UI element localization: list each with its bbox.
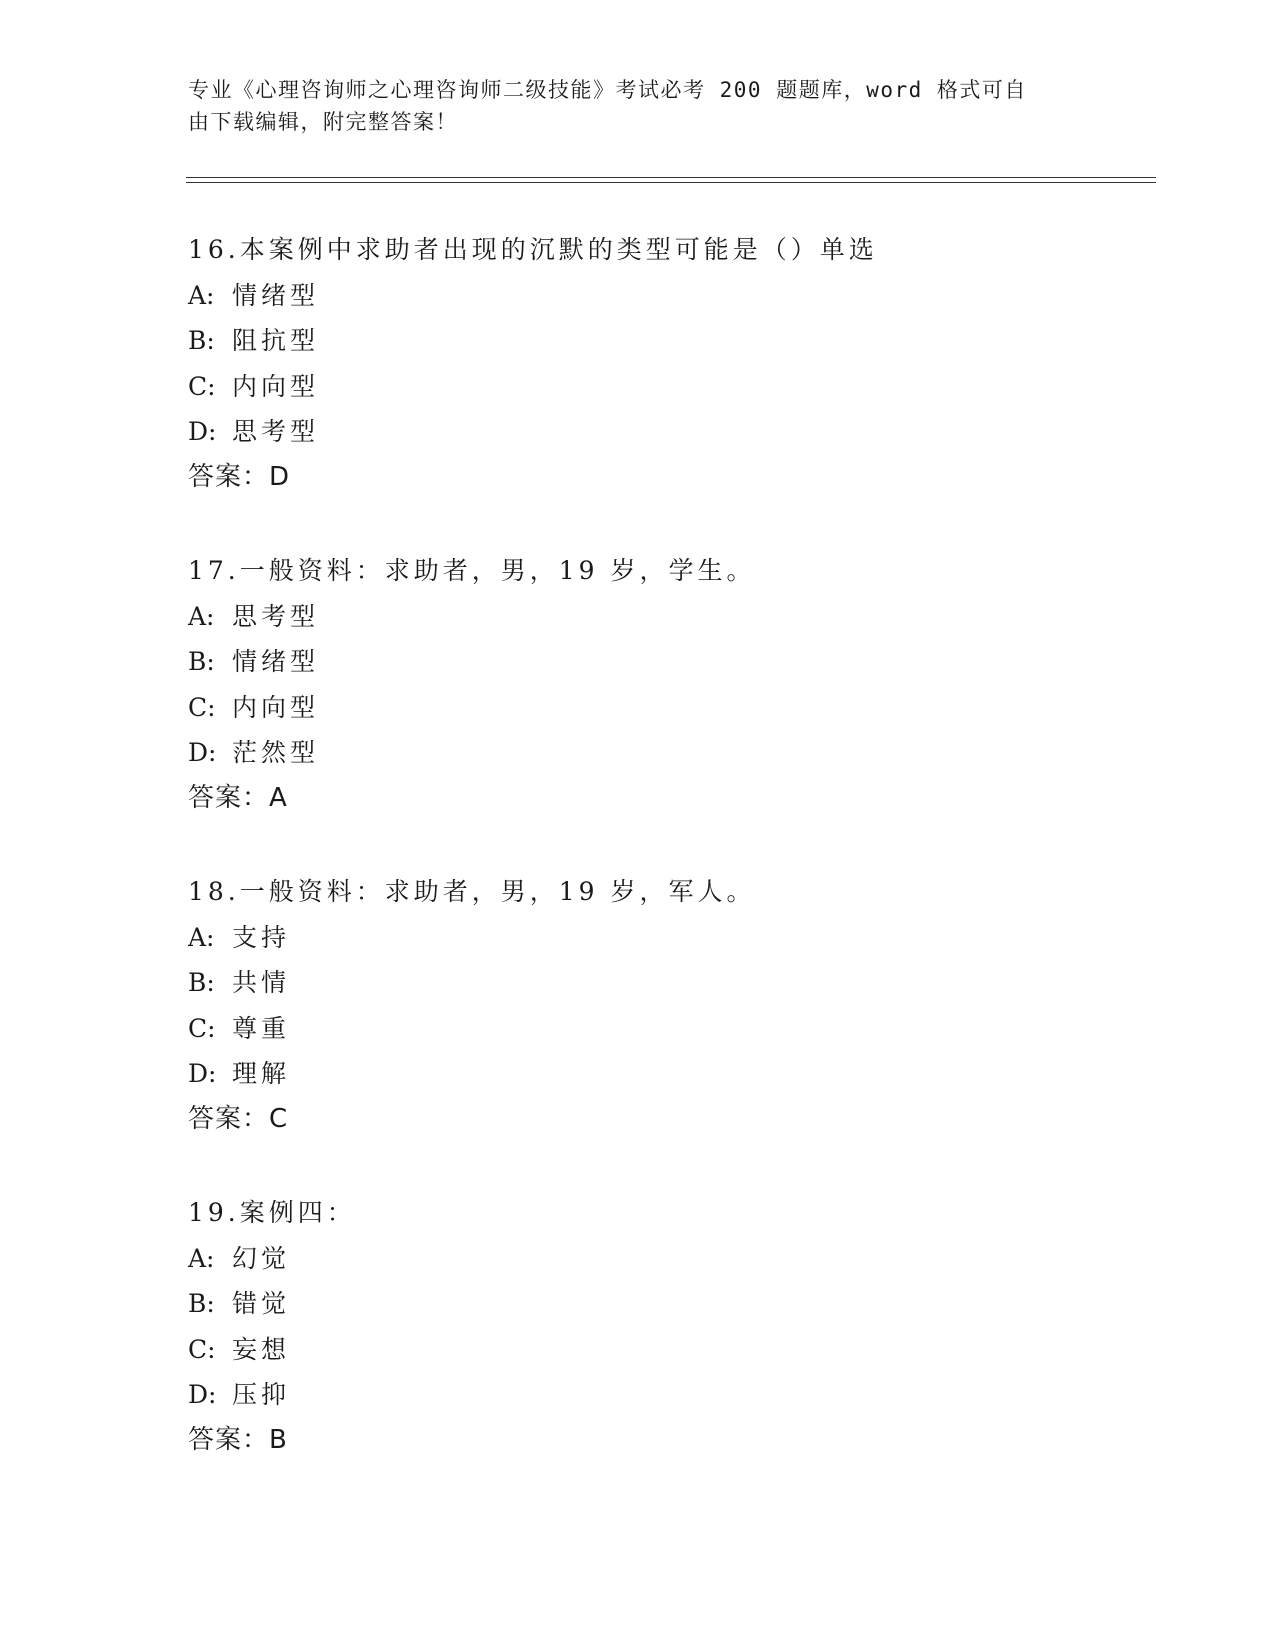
option-c (188, 364, 1088, 410)
header-line-1: 专业《心理咨询师之心理咨询师二级技能》考试必考 200 题题库，word 格式可自 (188, 78, 1027, 102)
option-a (188, 273, 1088, 319)
option-text: 内向型 (232, 692, 320, 722)
answer-line: 答案：A (188, 782, 288, 813)
option-letter: C: (188, 692, 216, 722)
option-c (188, 685, 1088, 731)
option-letter: A: (188, 280, 215, 310)
option-letter: A: (188, 922, 215, 952)
question-stem: 17.一般资料：求助者，男，19 岁，学生。 (188, 556, 756, 585)
option-letter: D: (188, 738, 217, 767)
document-header (188, 74, 1068, 138)
option-b (188, 639, 1088, 685)
option-letter: B: (188, 647, 215, 676)
option-text: 支持 (232, 922, 291, 952)
question-block-19 (188, 1190, 1088, 1463)
option-d (188, 1051, 1088, 1097)
question-stem: 19.案例四： (188, 1198, 356, 1227)
option-text: 内向型 (232, 371, 320, 401)
option-text: 共情 (232, 968, 291, 997)
option-text: 阻抗型 (232, 326, 320, 355)
option-text: 情绪型 (232, 647, 320, 676)
option-a (188, 915, 1088, 961)
option-letter: B: (188, 326, 215, 355)
option-letter: C: (188, 1334, 216, 1364)
option-a (188, 594, 1088, 640)
option-text: 妄想 (232, 1334, 291, 1364)
option-d (188, 730, 1088, 776)
option-b (188, 1281, 1088, 1327)
question-block-16 (188, 227, 1088, 500)
option-text: 压抑 (232, 1380, 291, 1409)
question-stem: 16.本案例中求助者出现的沉默的类型可能是（）单选 (188, 235, 878, 264)
option-b (188, 318, 1088, 364)
answer-line: 答案：C (188, 1103, 289, 1134)
option-letter: D: (188, 1059, 217, 1088)
option-text: 尊重 (232, 1013, 291, 1043)
option-a (188, 1236, 1088, 1282)
option-text: 茫然型 (232, 738, 320, 767)
question-block-17 (188, 548, 1088, 821)
question-block-18 (188, 869, 1088, 1142)
option-text: 理解 (232, 1059, 291, 1088)
option-c (188, 1327, 1088, 1373)
option-d (188, 1372, 1088, 1418)
option-text: 幻觉 (232, 1243, 291, 1273)
header-line-2: 由下载编辑，附完整答案！ (188, 110, 458, 134)
header-divider (186, 177, 1156, 183)
option-letter: A: (188, 601, 215, 631)
option-letter: B: (188, 1289, 215, 1318)
answer-line: 答案：D (188, 461, 291, 492)
option-letter: A: (188, 1243, 215, 1273)
option-d (188, 409, 1088, 455)
option-letter: C: (188, 1013, 216, 1043)
option-letter: D: (188, 1380, 217, 1409)
option-text: 思考型 (232, 601, 320, 631)
option-letter: B: (188, 968, 215, 997)
option-letter: D: (188, 417, 217, 446)
option-c (188, 1006, 1088, 1052)
option-b (188, 960, 1088, 1006)
option-text: 思考型 (232, 417, 320, 446)
answer-line: 答案：B (188, 1424, 288, 1455)
option-text: 错觉 (232, 1289, 291, 1318)
question-stem: 18.一般资料：求助者，男，19 岁，军人。 (188, 877, 756, 906)
option-text: 情绪型 (232, 280, 320, 310)
option-letter: C: (188, 371, 216, 401)
